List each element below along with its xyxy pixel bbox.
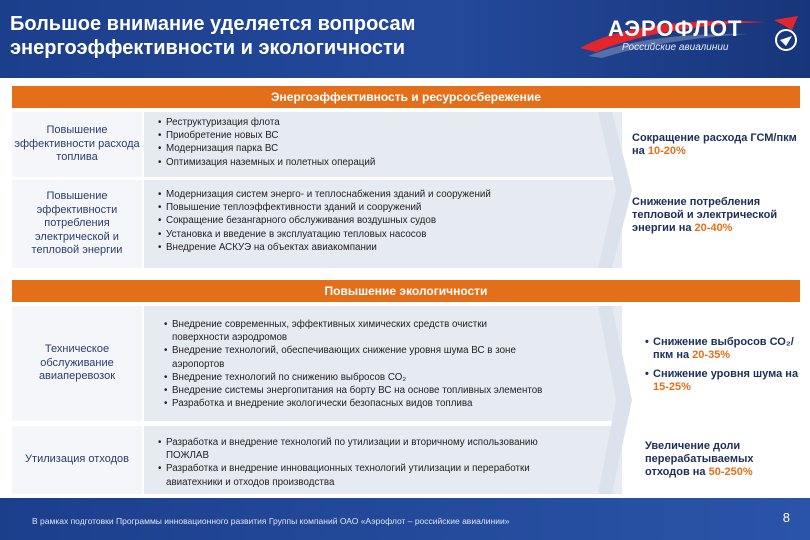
result-waste-value: 50-250% xyxy=(708,466,753,478)
list-item: • Внедрение современных, эффективных химических средств очистки поверхности аэродромов xyxy=(164,318,544,344)
chevron-right-icon xyxy=(598,112,634,268)
label-energy-consumption: Повышение эффективности потребления электрической и тепловой энергии xyxy=(12,180,144,268)
result-energy xyxy=(632,196,782,235)
bullets-energy-consumption xyxy=(158,188,598,254)
list-item: • Внедрение технологий по снижению выбросов СО₂ xyxy=(164,371,544,384)
section-energy-title: Энергоэффективность и ресурсосбережение xyxy=(12,86,800,108)
footer-note: В рамках подготовки Программы инновационного развития Группы компаний ОАО «Аэрофлот – российские авиалинии» xyxy=(32,516,510,526)
list-item: • Модернизация парка ВС xyxy=(158,142,598,155)
chevron-right-icon xyxy=(598,306,634,494)
page-title xyxy=(10,12,530,60)
title-line-2: энергоэффективности и экологичности xyxy=(10,37,406,59)
result-emissions xyxy=(645,336,805,394)
list-item: • Разработка и внедрение технологий по утилизации и вторичному использованию ПОЖЛАВ xyxy=(158,436,578,462)
page-number: 8 xyxy=(782,510,790,525)
list-item: • Установка и введение в эксплуатацию тепловых насосов xyxy=(158,228,598,241)
list-item: • Разработка и внедрение инновационных технологий утилизации и переработки авиатехники и отходов производства xyxy=(158,462,578,488)
label-waste-utilization: Утилизация отходов xyxy=(12,426,144,494)
result-fuel xyxy=(632,132,802,158)
result-item xyxy=(645,336,805,362)
result-waste xyxy=(645,440,785,479)
bullets-technical-service xyxy=(164,318,544,410)
result-noise-value: 15-25% xyxy=(653,381,691,393)
result-fuel-text: Сокращение расхода ГСМ/пкм на xyxy=(632,132,797,157)
label-technical-service: Техническое обслуживание авиаперевозок xyxy=(12,306,144,421)
bullets-waste-utilization xyxy=(158,436,578,489)
aeroflot-emblem-icon xyxy=(768,14,804,54)
list-item: • Модернизация систем энерго- и теплоснабжения зданий и сооружений xyxy=(158,188,598,201)
list-item: • Внедрение технологий, обеспечивающих снижение уровня шума ВС в зоне аэропортов xyxy=(164,344,544,370)
label-fuel-efficiency: Повышение эффективности расхода топлива xyxy=(12,112,144,177)
list-item: • Разработка и внедрение экологически безопасных видов топлива xyxy=(164,397,544,410)
result-co2-text: Снижение выбросов СО₂/пкм на xyxy=(653,336,794,361)
footer-bar xyxy=(0,498,810,540)
list-item: • Внедрение АСКУЭ на объектах авиакомпании xyxy=(158,241,598,254)
section-ecology-title: Повышение экологичности xyxy=(12,280,800,302)
result-energy-value: 20-40% xyxy=(694,222,733,234)
list-item: • Реструктуризация флота xyxy=(158,116,598,129)
result-co2-value: 20-35% xyxy=(692,349,731,361)
list-item: • Приобретение новых ВС xyxy=(158,129,598,142)
logo-text: АЭРОФЛОТ xyxy=(608,16,743,41)
result-waste-text: Увеличение доли перерабатываемых отходов на xyxy=(645,440,754,478)
list-item: • Повышение теплоэффективности зданий и сооружений xyxy=(158,201,598,214)
header-bar xyxy=(0,0,810,78)
list-item: • Оптимизация наземных и полетных операций xyxy=(158,156,598,169)
logo-subtitle: Российские авиалинии xyxy=(622,42,729,53)
list-item: • Внедрение системы энергопитания на борту ВС на основе топливных элементов xyxy=(164,384,544,397)
result-item xyxy=(645,368,805,394)
result-energy-text: Снижение потребления тепловой и электрической энергии на xyxy=(632,196,778,234)
title-line-1: Большое внимание уделяется вопросам xyxy=(10,13,416,35)
result-noise-text: Снижение уровня шума на xyxy=(653,368,799,380)
bullets-fuel-efficiency xyxy=(158,116,598,169)
result-fuel-value: 10-20% xyxy=(647,145,686,157)
list-item: • Сокращение безангарного обслуживания воздушных судов xyxy=(158,214,598,227)
